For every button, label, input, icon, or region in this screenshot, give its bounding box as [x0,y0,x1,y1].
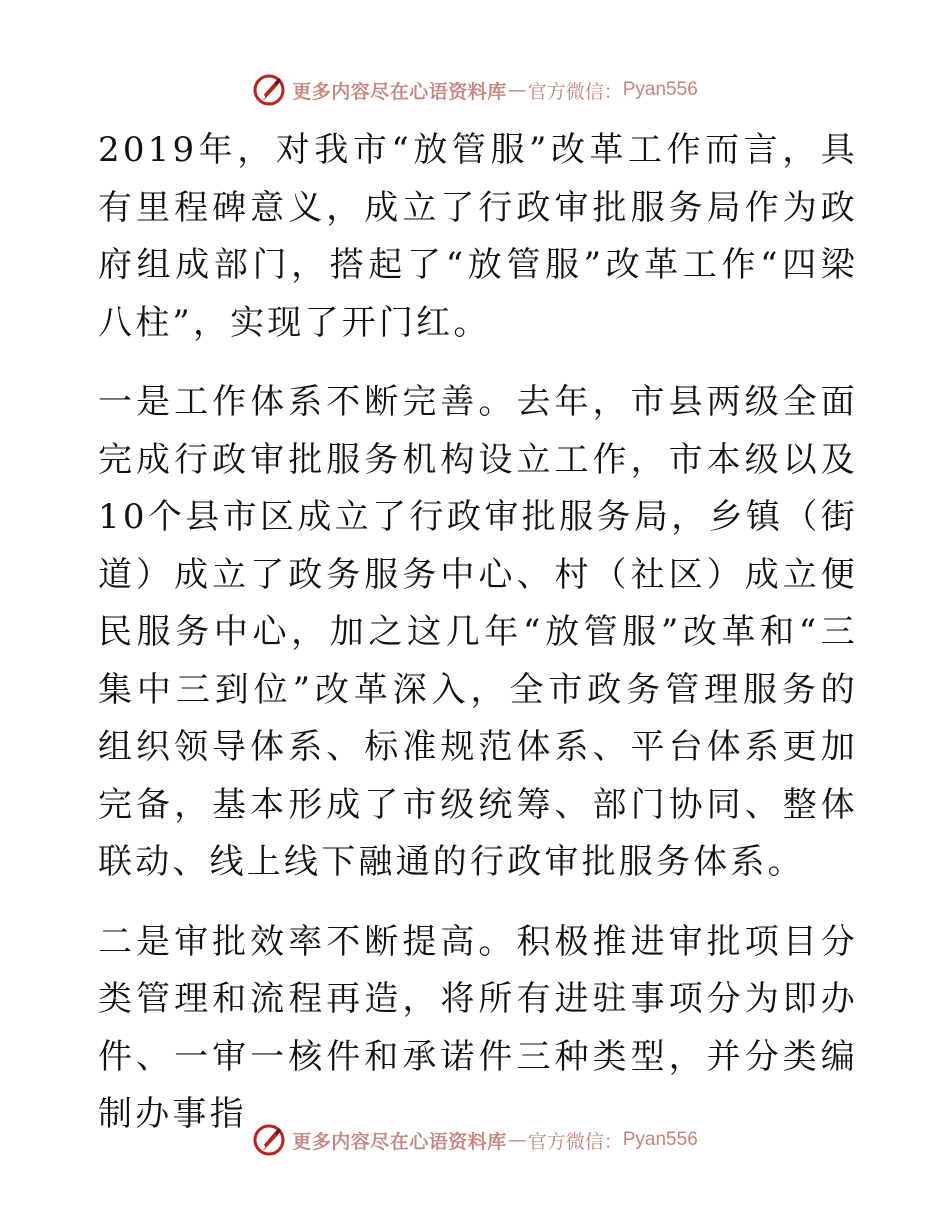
header-watermark-banner [0,70,950,110]
paragraph-intro: 2019年，对我市“放管服”改革工作而言，具有里程碑意义，成立了行政审批服务局作为政府组成部门，搭起了“放管服”改革工作“四梁八柱”，实现了开门红。 [98,130,858,343]
quill-seal-icon [252,73,286,107]
wechat-label: 官方微信： [527,80,623,103]
banner-separator: — [507,79,527,101]
footer-watermark-banner [0,1120,950,1160]
banner-separator: — [507,1129,527,1151]
paragraph-efficiency: 二是审批效率不断提高。积极推进审批项目分类管理和流程再造，将所有进驻事项分为即办件、一审一核件和承诺件三种类型，并分类编制办事指 [98,921,858,1134]
quill-seal-icon [252,1123,286,1157]
wechat-id: Pyan556 [622,1129,698,1150]
wechat-label: 官方微信： [527,1130,623,1153]
wechat-id: Pyan556 [622,79,698,100]
paragraph-work-system: 一是工作体系不断完善。去年，市县两级全面完成行政审批服务机构设立工作，市本级以及10个县市区成立了行政审批服务局，乡镇（街道）成立了政务服务中心、村（社区）成立便民服务中心，加之这几年“放管服”改革和“三集中三到位”改革深入，全市政务管理服务的组织领导体系、标准规范体系、平台体系更加完备，基本形成了市级统筹、部门协同、整体联动、线上线下融通的行政审批服务体系。 [98,382,858,882]
document-body [98,122,858,1144]
promo-text: 更多内容尽在心语资料库 [292,1130,507,1153]
promo-text: 更多内容尽在心语资料库 [292,80,507,103]
